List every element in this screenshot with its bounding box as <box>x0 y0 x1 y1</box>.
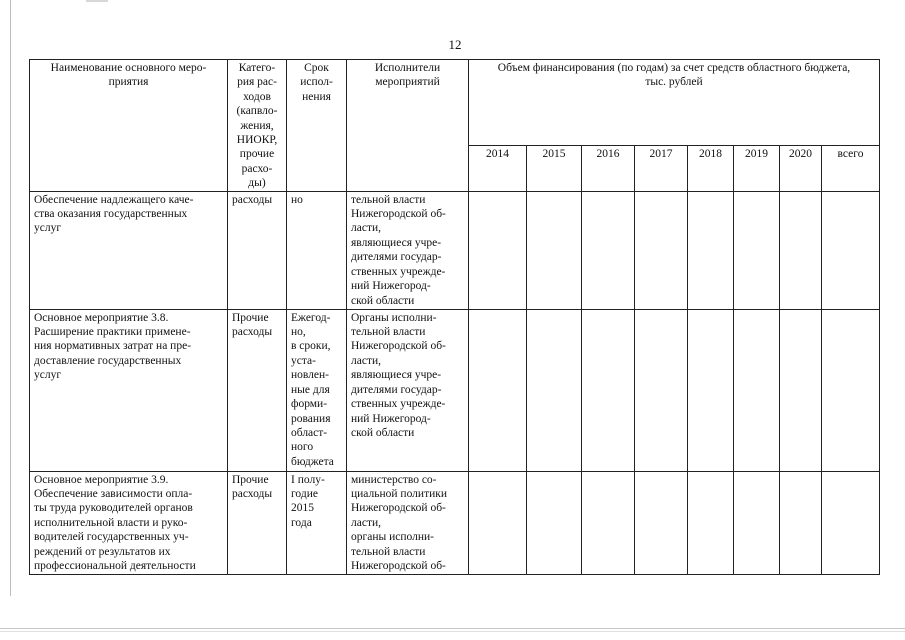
cell-2018 <box>688 471 734 574</box>
cell-2016 <box>582 309 635 471</box>
cell-2016 <box>582 191 635 309</box>
cell-2014 <box>469 471 527 574</box>
table-row <box>30 191 880 309</box>
row-category: Прочие расходы <box>228 309 287 471</box>
table-row <box>30 309 880 471</box>
year-2018: 2018 <box>688 145 734 191</box>
year-2019: 2019 <box>734 145 780 191</box>
cell-2017 <box>635 309 688 471</box>
table-row <box>30 471 880 574</box>
row-term: Ежегод- но, в сроки, уста- новлен- ные для форми- рования област- ного бюджета <box>287 309 347 471</box>
row-category: расходы <box>228 191 287 309</box>
table-header-row <box>30 60 880 146</box>
cell-2017 <box>635 191 688 309</box>
cell-2020 <box>780 471 822 574</box>
page-number: 12 <box>448 37 462 52</box>
cell-2019 <box>734 191 780 309</box>
cell-2020 <box>780 191 822 309</box>
cell-2015 <box>527 471 582 574</box>
row-executors: тельной власти Нижегородской об- ласти, являющиеся учре- дителями государ- ственных учрежде- ний Нижегород- ской области <box>347 191 469 309</box>
cell-2018 <box>688 191 734 309</box>
cell-total <box>822 471 880 574</box>
cell-total <box>822 191 880 309</box>
year-2020: 2020 <box>780 145 822 191</box>
scan-bottom-edge-shadow <box>0 631 905 632</box>
row-executors: Органы исполни- тельной власти Нижегородской об- ласти, являющиеся учре- дителями государ- ственных учрежде- ний Нижегород- ской области <box>347 309 469 471</box>
year-total: всего <box>822 145 880 191</box>
header-term: Срок испол- нения <box>287 60 347 192</box>
year-2017: 2017 <box>635 145 688 191</box>
cell-2020 <box>780 309 822 471</box>
cell-2017 <box>635 471 688 574</box>
budget-table <box>29 59 880 575</box>
row-term: I полу- годие 2015 года <box>287 471 347 574</box>
cell-2015 <box>527 191 582 309</box>
row-name: Обеспечение надлежащего каче- ства оказания государственных услуг <box>30 191 228 309</box>
row-name: Основное мероприятие 3.8. Расширение практики примене- ния нормативных затрат на пре- доставление государственных услуг <box>30 309 228 471</box>
header-name: Наименование основного меро- приятия <box>30 60 228 192</box>
cell-2014 <box>469 309 527 471</box>
cell-2016 <box>582 471 635 574</box>
header-category: Катего- рия рас- ходов (капвло- жения, НИОКР, прочие расхо- ды) <box>228 60 287 192</box>
cell-total <box>822 309 880 471</box>
cell-2019 <box>734 309 780 471</box>
scan-bottom-edge <box>0 628 905 629</box>
cell-2014 <box>469 191 527 309</box>
cell-2015 <box>527 309 582 471</box>
year-2016: 2016 <box>582 145 635 191</box>
header-executors: Исполнители мероприятий <box>347 60 469 192</box>
cell-2019 <box>734 471 780 574</box>
cell-2018 <box>688 309 734 471</box>
year-2015: 2015 <box>527 145 582 191</box>
scan-mark <box>86 0 108 2</box>
row-executors: министерство со- циальной политики Нижегородской об- ласти, органы исполни- тельной власти Нижегородской об- <box>347 471 469 574</box>
scan-left-edge <box>10 0 11 596</box>
year-2014: 2014 <box>469 145 527 191</box>
row-name: Основное мероприятие 3.9. Обеспечение зависимости опла- ты труда руководителей органов исполнительной власти и руко- водителей государственных уч- реждений от результатов их профессиональной деятельности <box>30 471 228 574</box>
row-term: но <box>287 191 347 309</box>
header-financing: Объем финансирования (по годам) за счет средств областного бюджета, тыс. рублей <box>469 60 880 146</box>
row-category: Прочие расходы <box>228 471 287 574</box>
